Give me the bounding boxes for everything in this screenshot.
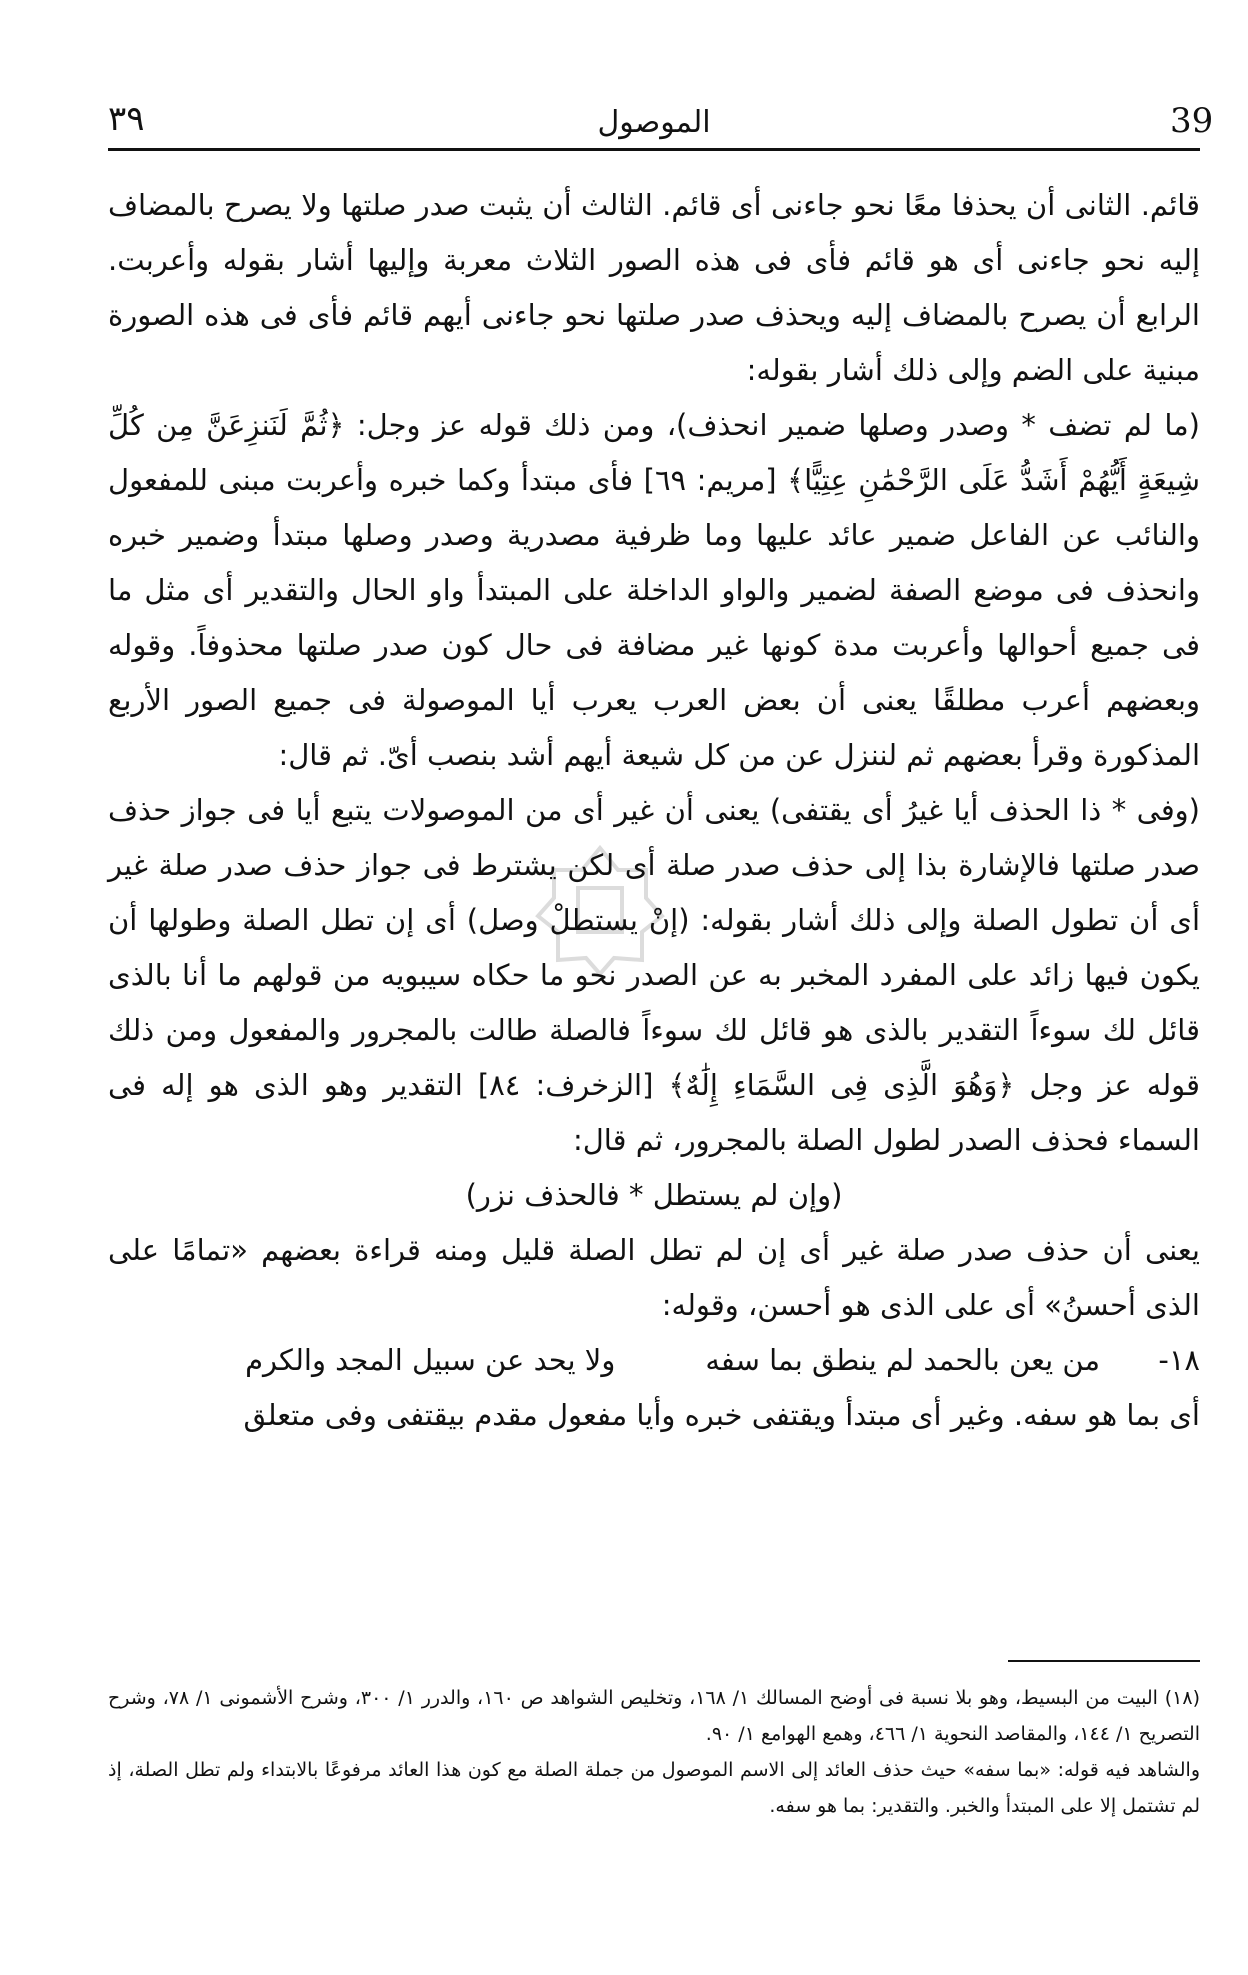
verse-second-hemistich: ولا يحد عن سبيل المجد والكرم xyxy=(245,1343,616,1377)
page-number-latin: 39 xyxy=(1170,101,1214,141)
verse-first-hemistich: من يعن بالحمد لم ينطق بما سفه xyxy=(705,1343,1100,1377)
verse-quote: (وإن لم يستطل * فالحذف نزر) xyxy=(465,1178,843,1212)
footnotes xyxy=(108,1680,1200,1824)
running-title: الموصول xyxy=(597,105,711,140)
paragraph: (ما لم تضف * وصدر وصلها ضمير انحذف)، ومن ذلك قوله عز وجل: ﴿ثُمَّ لَنَنزِعَنَّ مِن كُلِّ شِيعَةٍ أَيُّهُمْ أَشَدُّ عَلَى الرَّحْمَٰنِ عِتِيًّا﴾ [مريم: ٦٩] فأى مبتدأ وكما خبره وأعربت مبنى للمفعول والنائب عن الفاعل ضمير عائد عليها وما ظرفية مصدرية وصدر وصلها مبتدأ وضمير خبره وانحذف فى موضع الصفة لضمير والواو الداخلة على المبتدأ واو الحال والتقدير أى مثل ما فى جميع أحوالها وأعربت مدة كونها غير مضافة فى حال كون صدر صلتها محذوفاً. وقوله وبعضهم أعرب مطلقًا يعنى أن بعض العرب يعرب أيا الموصولة فى جميع الصور الأربع المذكورة وقرأ بعضهم ثم لننزل عن من كل شيعة أيهم أشد بنصب أىّ. ثم قال: xyxy=(108,408,1201,772)
paragraph: أى بما هو سفه. وغير أى مبتدأ ويقتفى خبره وأيا مفعول مقدم بيقتفى وفى متعلق xyxy=(243,1398,1200,1432)
paragraph: (وفى * ذا الحذف أيا غيرُ أى يقتفى) يعنى أن غير أى من الموصولات يتبع أيا فى جواز حذف صدر صلتها فالإشارة بذا إلى حذف صدر صلة أى لكن يشترط فى جواز حذف صدر صلة غير أى أن تطول الصلة وإلى ذلك أشار بقوله: (إنْ يستطلْ وصل) أى إن تطل الصلة وطولها أن يكون فيها زائد على المفرد المخبر به عن الصدر نحو ما حكاه سيبويه من قولهم ما أنا بالذى قائل لك سوءاً التقدير بالذى هو قائل لك سوءاً فالصلة طالت بالمجرور والمفعول ومن ذلك قوله عز وجل ﴿وَهُوَ الَّذِى فِى السَّمَاءِ إِلَٰهٌ﴾ [الزخرف: ٨٤] التقدير وهو الذى هو إله فى السماء فحذف الصدر لطول الصلة بالمجرور، ثم قال: xyxy=(108,793,1200,1157)
footnote: والشاهد فيه قوله: «بما سفه» حيث حذف العائد إلى الاسم الموصول من جملة الصلة مع كون هذا العائد مرفوعًا بالابتداء ولم تطل الصلة، إذ لم تشتمل إلا على المبتدأ والخبر. والتقدير: بما هو سفه. xyxy=(108,1759,1200,1817)
footnote: (١٨) البيت من البسيط، وهو بلا نسبة فى أوضح المسالك ١/ ١٦٨، وتخليص الشواهد ص ١٦٠، والدرر ١/ ٣٠٠، وشرح الأشمونى ١/ ٧٨، وشرح التصريح ١/ ١٤٤، والمقاصد النحوية ١/ ٤٦٦، وهمع الهوامع ١/ ٩٠. xyxy=(108,1687,1200,1745)
verse-number: ١٨- xyxy=(1158,1343,1200,1377)
page-number-arabic: ٣٩ xyxy=(108,99,145,139)
paragraph: قائم. الثانى أن يحذفا معًا نحو جاءنى أى قائم. الثالث أن يثبت صدر صلتها ولا يصرح بالمضاف إليه نحو جاءنى أى هو قائم فأى فى هذه الصور الثلاث معربة وإليها أشار بقوله وأعربت. الرابع أن يصرح بالمضاف إليه ويحذف صدر صلتها نحو جاءنى أيهم قائم فأى فى هذه الصورة مبنية على الضم وإلى ذلك أشار بقوله: xyxy=(108,188,1200,387)
footnote-rule xyxy=(1008,1660,1200,1662)
header-rule xyxy=(108,148,1200,151)
paragraph: يعنى أن حذف صدر صلة غير أى إن لم تطل الصلة قليل ومنه قراءة بعضهم «تمامًا على الذى أحسنُ» أى على الذى هو أحسن، وقوله: xyxy=(108,1233,1200,1322)
page-header xyxy=(108,95,1214,147)
main-text xyxy=(108,178,1200,1443)
poetry-verse xyxy=(108,1333,1200,1388)
